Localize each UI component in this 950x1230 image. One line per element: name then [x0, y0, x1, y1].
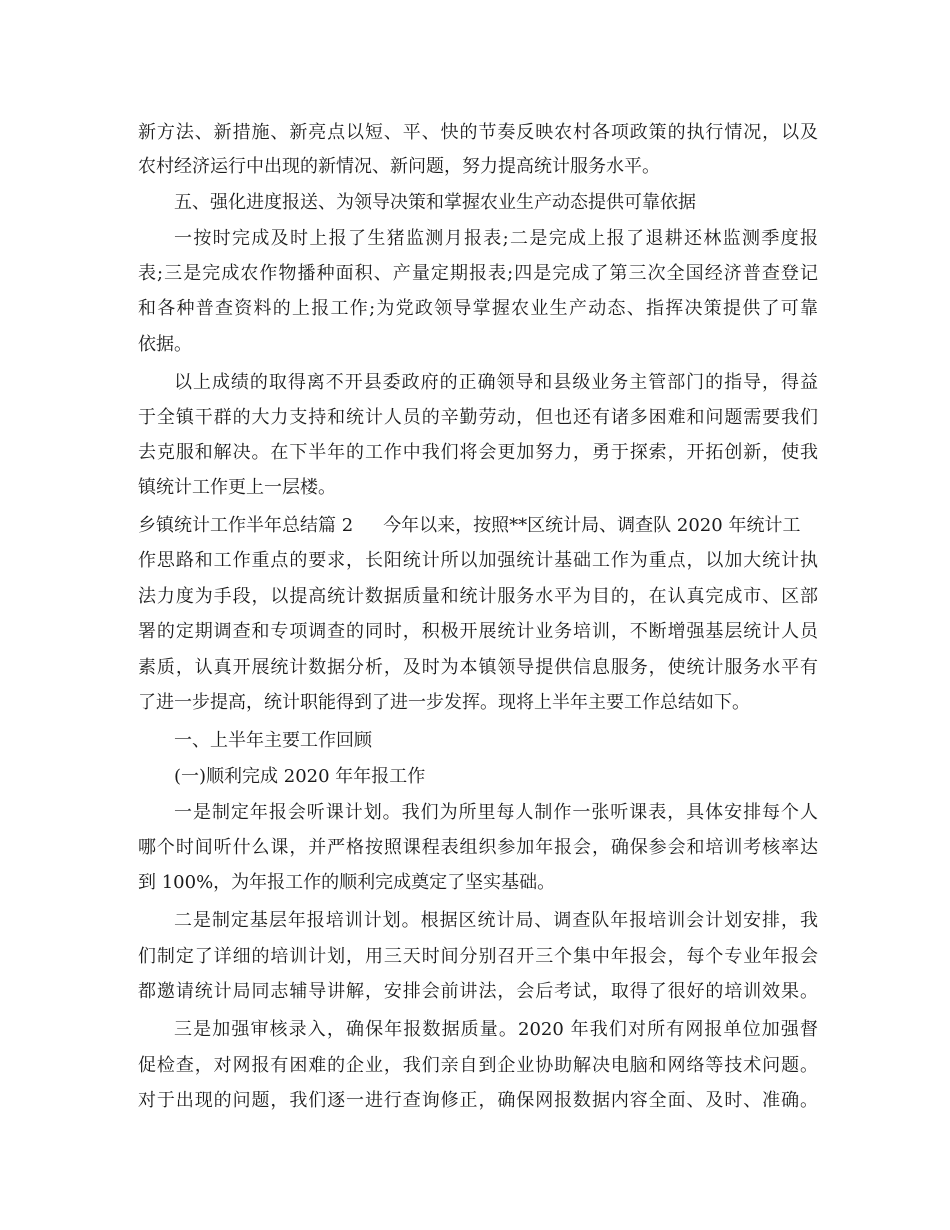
- text-line: 今年以来，按照**区统计局、调查队 2020 年统计工: [383, 515, 801, 536]
- text-line: 于全镇干群的大力支持和统计人员的辛勤劳动，但也还有诸多困难和问题需要我们: [138, 407, 818, 428]
- subsection-heading: (一)顺利完成 2020 年年报工作: [174, 766, 426, 787]
- section-heading: 五、强化进度报送、为领导决策和掌握农业生产动态提供可靠依据: [174, 192, 696, 213]
- text-line: 作思路和工作重点的要求，长阳统计所以加强统计基础工作为重点，以加大统计执: [138, 550, 818, 571]
- text-line: 二是制定基层年报培训计划。根据区统计局、调查队年报培训会计划安排，我: [174, 910, 818, 931]
- text-line: 新方法、新措施、新亮点以短、平、快的节奏反映农村各项政策的执行情况，以及: [138, 122, 818, 143]
- text-line: 三是加强审核录入，确保年报数据质量。2020 年我们对所有网报单位加强督: [174, 1019, 818, 1040]
- text-line: 对于出现的问题，我们逐一进行查询修正，确保网报数据内容全面、及时、准确。: [138, 1090, 818, 1111]
- text-line: 哪个时间听什么课，并严格按照课程表组织参加年报会，确保参会和培训考核率达: [138, 837, 818, 858]
- text-line: 一是制定年报会听课计划。我们为所里每人制作一张听课表，具体安排每个人: [174, 802, 818, 823]
- text-line: 到 100%，为年报工作的顺利完成奠定了坚实基础。: [138, 872, 556, 893]
- text-line: 去克服和解决。在下半年的工作中我们将会更加努力，勇于探索，开拓创新，使我: [138, 442, 818, 463]
- article-title-line: [138, 509, 818, 543]
- text-line: 们制定了详细的培训计划，用三天时间分别召开三个集中年报会，每个专业年报会: [138, 946, 818, 967]
- text-line: 促检查，对网报有困难的企业，我们亲自到企业协助解决电脑和网络等技术问题。: [138, 1055, 818, 1076]
- text-line: 署的定期调查和专项调查的同时，积极开展统计业务培训，不断增强基层统计人员: [138, 621, 818, 642]
- text-line: 表;三是完成农作物播种面积、产量定期报表;四是完成了第三次全国经济普查登记: [138, 263, 818, 284]
- section-heading: 一、上半年主要工作回顾: [174, 730, 372, 751]
- text-line: 和各种普查资料的上报工作;为党政领导掌握农业生产动态、指挥决策提供了可靠: [138, 298, 818, 319]
- text-line: 依据。: [138, 334, 192, 355]
- text-line: 了进一步提高，统计职能得到了进一步发挥。现将上半年主要工作总结如下。: [138, 692, 750, 713]
- text-line: 都邀请统计局同志辅导讲解，安排会前讲法，会后考试，取得了很好的培训效果。: [138, 981, 818, 1002]
- text-line: 素质，认真开展统计数据分析，及时为本镇领导提供信息服务，使统计服务水平有: [138, 657, 818, 678]
- text-line: 一按时完成及时上报了生猪监测月报表;二是完成上报了退耕还林监测季度报: [174, 228, 818, 249]
- text-line: 镇统计工作更上一层楼。: [138, 477, 336, 498]
- text-line: 农村经济运行中出现的新情况、新问题，努力提高统计服务水平。: [138, 156, 660, 177]
- text-line: 以上成绩的取得离不开县委政府的正确领导和县级业务主管部门的指导，得益: [174, 372, 818, 393]
- article-title: 乡镇统计工作半年总结篇 2: [138, 515, 354, 536]
- text-line: 法力度为手段，以提高统计数据质量和统计服务水平为目的，在认真完成市、区部: [138, 586, 818, 607]
